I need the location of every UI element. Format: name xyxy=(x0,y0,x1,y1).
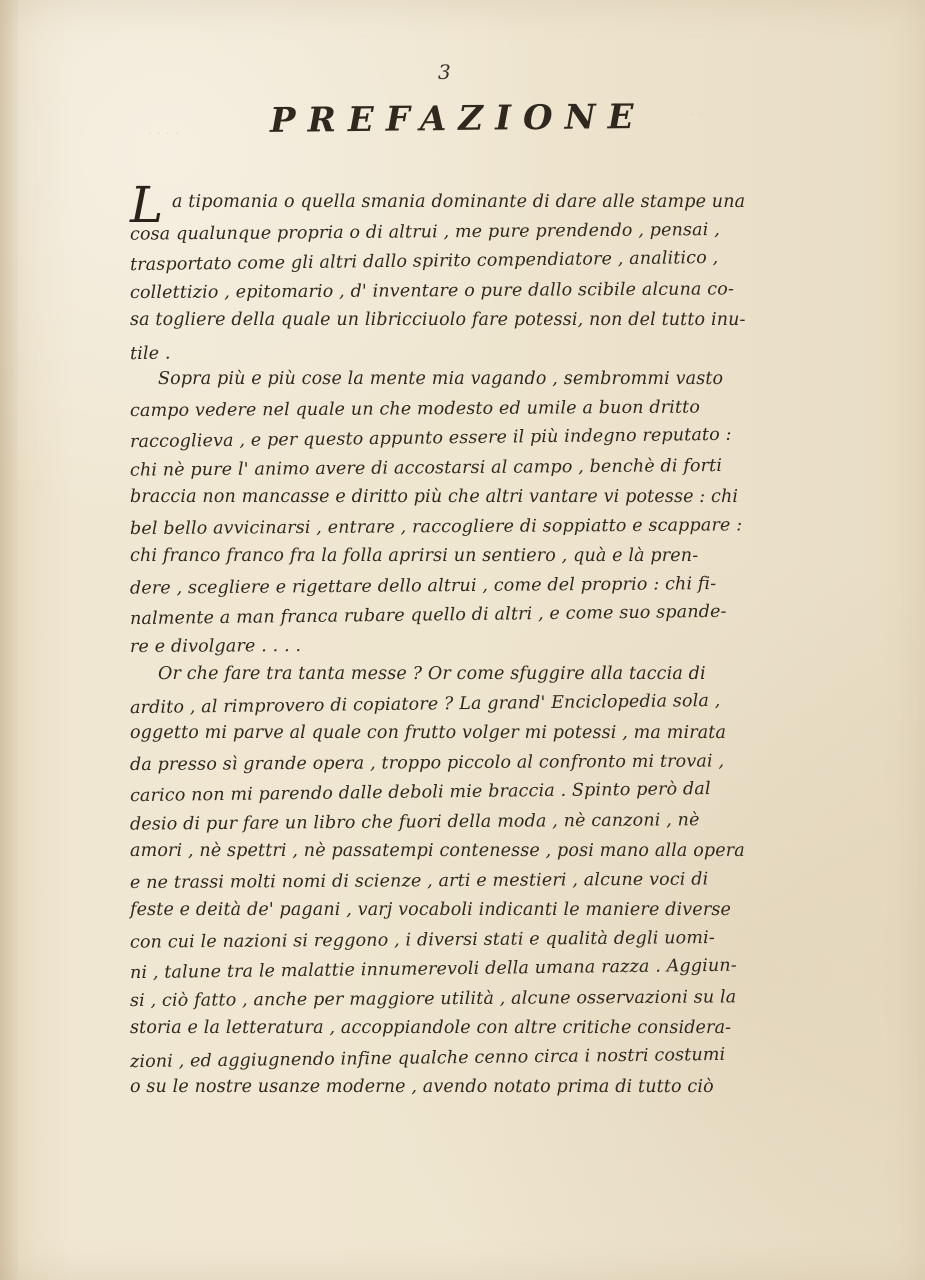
text-line xyxy=(130,864,800,898)
show-through-mark-right: · · xyxy=(690,108,704,121)
text-line-content: carico non mi parendo dalle deboli mie braccia . Spinto però dal xyxy=(129,778,711,807)
text-line xyxy=(130,1014,800,1044)
text-line-content: nalmente a man franca rubare quello di altri , e come suo spande- xyxy=(129,601,727,630)
text-line xyxy=(130,982,800,1016)
text-line-content: con cui le nazioni si reggono , i diversi stati e qualità degli uomi- xyxy=(129,927,715,953)
text-line-content: a tipomania o quella smania dominante di dare alle stampe una xyxy=(172,192,746,212)
drop-cap: L xyxy=(130,176,164,234)
page-number: 3 xyxy=(438,60,451,84)
text-line-content: re e divolgare . . . . xyxy=(129,635,302,657)
text-line-content: collettizio , epitomario , d' inventare o pure dallo scibile alcuna co- xyxy=(129,278,735,303)
text-line-content: Sopra più e più cose la mente mia vagando , sembrommi vasto xyxy=(158,369,724,389)
text-line xyxy=(130,365,800,395)
text-line-content: chi nè pure l' animo avere di accostarsi al campo , benchè di forti xyxy=(129,455,723,481)
text-line-content: cosa qualunque propria o di altrui , me pure prendendo , pensai , xyxy=(129,219,720,245)
text-line xyxy=(130,542,800,572)
text-line xyxy=(130,1039,800,1077)
preface-body xyxy=(129,176,800,1103)
text-line xyxy=(130,483,800,513)
page-edge xyxy=(0,0,18,1280)
text-line xyxy=(130,805,800,840)
text-line xyxy=(130,510,800,544)
show-through-mark-left: · · · · xyxy=(148,127,180,140)
text-line-content: storia e la letteratura , accoppiandole con altre critiche considera- xyxy=(130,1018,732,1038)
text-line-content: da presso sì grande opera , troppo piccolo al confronto mi trovai , xyxy=(129,750,725,775)
text-line xyxy=(130,306,800,336)
text-line-content: o su le nostre usanze moderne , avendo notato prima di tutto ciò xyxy=(130,1077,714,1097)
text-line-content: desio di pur fare un libro che fuori della moda , nè canzoni , nè xyxy=(129,809,700,835)
text-line-content: amori , nè spettri , nè passatempi contenesse , posi mano alla opera xyxy=(130,841,745,861)
text-line xyxy=(130,1073,800,1103)
text-line-content: braccia non mancasse e diritto più che altri vantare vi potesse : chi xyxy=(130,487,739,507)
text-line-content: dere , scegliere e rigettare dello altrui , come del proprio : chi fi- xyxy=(129,573,717,599)
text-line-content: ardito , al rimprovero di copiatore ? La grand' Enciclopedia sola , xyxy=(129,690,721,718)
text-line-content: sa togliere della quale un libricciuolo fare potessi, non del tutto inu- xyxy=(130,310,746,330)
text-line-content: Or che fare tra tanta messe ? Or come sfuggire alla taccia di xyxy=(158,664,706,684)
text-line xyxy=(130,719,800,749)
text-line xyxy=(130,660,800,690)
text-line-content: zioni , ed aggiugnendo infine qualche cenno circa i nostri costumi xyxy=(129,1044,726,1072)
text-line-content: raccoglieva , e per questo appunto essere il più indegno reputato : xyxy=(129,424,732,453)
text-line-content: feste e deità de' pagani , varj vocaboli indicanti le maniere diverse xyxy=(130,900,731,920)
text-line-content: oggetto mi parve al quale con frutto volger mi potessi , ma mirata xyxy=(130,723,727,743)
text-line-content: ni , talune tra le malattie innumerevoli della umana razza . Aggiun- xyxy=(129,955,737,984)
text-line xyxy=(130,628,800,662)
text-line xyxy=(130,896,800,926)
text-line-content: si , ciò fatto , anche per maggiore utilità , alcune osservazioni su la xyxy=(129,986,737,1011)
text-line xyxy=(130,331,800,369)
text-line-content: tile . xyxy=(129,343,171,364)
text-line-content: trasportato come gli altri dallo spirito compendiatore , analitico , xyxy=(129,247,719,276)
text-line xyxy=(130,837,800,867)
text-line-content: chi franco franco fra la folla aprirsi un sentiero , quà e là pren- xyxy=(130,546,699,566)
text-line xyxy=(130,274,800,308)
text-line-content: campo vedere nel quale un che modesto ed umile a buon dritto xyxy=(129,397,701,421)
text-line xyxy=(130,451,800,486)
text-line xyxy=(130,685,800,723)
text-line-content: bel bello avvicinarsi , entrare , raccogliere di soppiatto e scappare : xyxy=(129,514,743,539)
text-line-content: e ne trassi molti nomi di scienze , arti e mestieri , alcune voci di xyxy=(129,869,709,893)
page-title: PREFAZIONE xyxy=(269,96,646,141)
